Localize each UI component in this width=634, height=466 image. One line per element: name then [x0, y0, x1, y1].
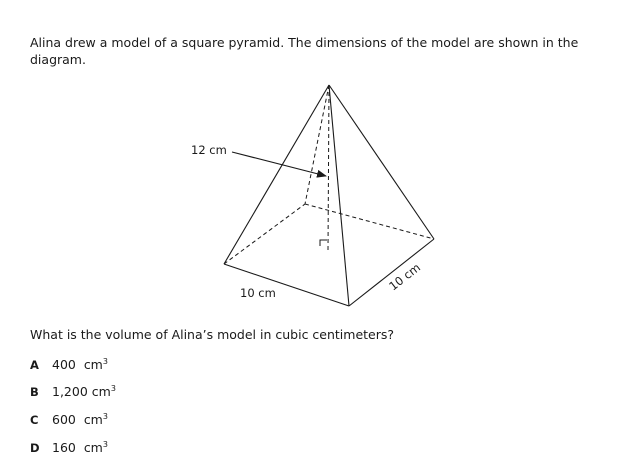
- hidden-back-edge: [305, 85, 329, 204]
- choice-value: 160 $cm^3$: [52, 439, 108, 455]
- choice-b[interactable]: [30, 383, 116, 400]
- front-edge-right: [329, 85, 434, 239]
- choice-value: 600 $cm^3$: [52, 411, 108, 427]
- front-edge-center: [329, 85, 349, 306]
- hidden-base-edge-left: [224, 204, 305, 264]
- base-front-label: 10 cm: [240, 286, 276, 300]
- choice-letter: A: [30, 358, 39, 372]
- base-side-label: 10 cm: [386, 260, 424, 294]
- height-arrow: [232, 152, 326, 176]
- right-angle-marker: [320, 240, 327, 246]
- choice-letter: B: [30, 385, 39, 399]
- height-line: [328, 85, 329, 250]
- problem-prompt: Alina drew a model of a square pyramid. The dimensions of the model are shown in the diagram.: [30, 35, 579, 67]
- choice-letter: D: [30, 441, 40, 455]
- question-text: What is the volume of Alina’s model in cubic centimeters?: [30, 327, 395, 342]
- choice-d[interactable]: [30, 439, 108, 456]
- choice-value: 1,200 $cm^3$: [52, 383, 116, 399]
- choice-letter: C: [30, 413, 39, 427]
- hidden-base-edge-right: [305, 204, 434, 239]
- front-edge-left: [224, 85, 329, 264]
- choice-value: 400 $cm^3$: [52, 356, 108, 372]
- choice-a[interactable]: [30, 356, 108, 373]
- choice-c[interactable]: [30, 411, 108, 428]
- height-label: 12 cm: [191, 143, 227, 157]
